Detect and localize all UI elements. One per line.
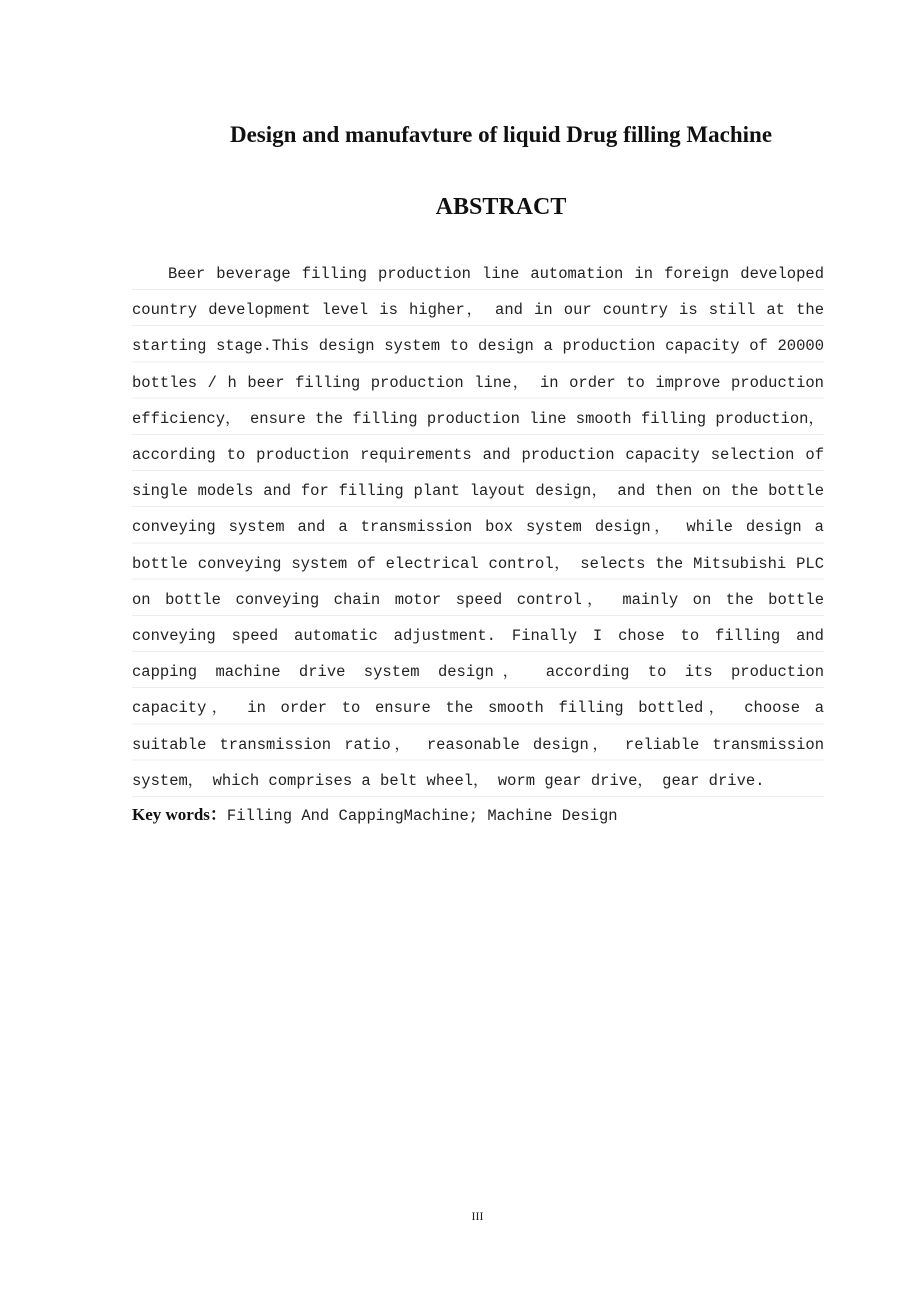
keywords-label: Key words： [132,805,227,824]
document-title: Design and manufavture of liquid Drug filling Machine [229,122,773,147]
keywords-line [132,800,824,831]
keywords-value: Filling And CappingMachine; Machine Design [226,807,618,825]
abstract-heading: ABSTRACT [435,194,567,220]
abstract-paragraph: Beer beverage filling production line automation in foreign developed country development level is higher， and in our country is still at the starting stage.This design system to design a production capacity of 20000 bottles / h beer filling production line， in order to improve production efficiency， ensure the filling production line smooth filling production， according to production requirements and production capacity selection of single models and for filling plant layout design， and then on the bottle conveying system and a transmission box system design， while design a bottle conveying system of electrical control， selects the Mitsubishi PLC on bottle conveying chain motor speed control， mainly on the bottle conveying speed automatic adjustment. Finally I chose to filling and capping machine drive system design， according to its production capacity， in order to ensure the smooth filling bottled， choose a suitable transmission ratio， reasonable design， reliable transmission system， which comprises a belt wheel， worm gear drive， gear drive. [132,256,824,799]
page-number: III [471,1209,484,1223]
